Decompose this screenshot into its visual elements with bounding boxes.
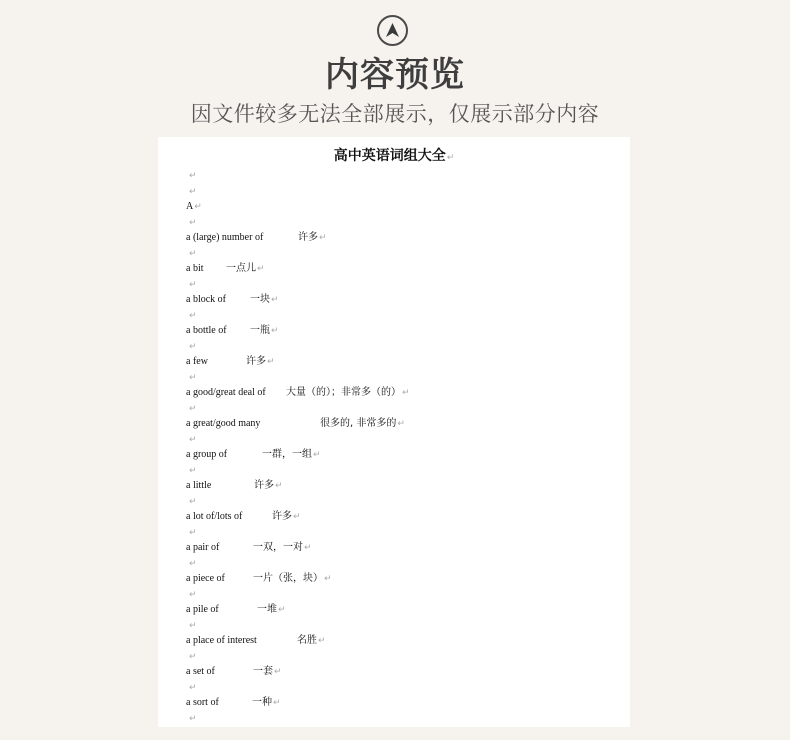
phrase-entry — [186, 261, 616, 277]
phrase-entry — [186, 633, 616, 649]
phrase-english: a sort of — [186, 697, 219, 708]
phrase-english: a pile of — [186, 604, 219, 615]
blank-paragraph-mark: ↵ — [189, 310, 197, 321]
phrase-chinese: 一双，一对↵ — [253, 542, 312, 553]
blank-paragraph-mark: ↵ — [189, 186, 197, 197]
phrase-english: a set of — [186, 666, 215, 677]
phrase-english: a bit — [186, 263, 204, 274]
phrase-chinese: 一堆↵ — [257, 604, 286, 615]
phrase-chinese: 大量（的）；非常多（的）↵ — [286, 387, 410, 398]
phrase-entry — [186, 416, 616, 432]
preview-header — [0, 0, 790, 137]
navigation-arrow-icon — [377, 15, 408, 46]
phrase-entry — [186, 509, 616, 525]
phrase-english: A — [186, 201, 194, 212]
blank-paragraph-mark: ↵ — [189, 279, 197, 290]
phrase-chinese: 一种↵ — [252, 697, 281, 708]
document-page — [158, 137, 630, 727]
blank-paragraph-mark: ↵ — [189, 171, 197, 181]
blank-paragraph-mark: ↵ — [189, 682, 197, 693]
blank-paragraph-mark: ↵ — [189, 713, 197, 724]
phrase-english: a few — [186, 356, 208, 367]
phrase-english: a little — [186, 480, 212, 491]
phrase-english: a group of — [186, 449, 228, 460]
blank-paragraph-mark: ↵ — [189, 558, 197, 569]
phrase-entry — [186, 230, 616, 246]
phrase-entry — [186, 385, 616, 401]
phrase-chinese: 一套↵ — [253, 666, 282, 677]
blank-paragraph-mark: ↵ — [189, 465, 197, 476]
phrase-entry — [186, 354, 616, 370]
phrase-english: a lot of/lots of — [186, 511, 243, 522]
phrase-entry: A↵ — [186, 199, 616, 215]
phrase-chinese: 一片（张，块）↵ — [253, 573, 332, 584]
blank-paragraph-mark: ↵ — [189, 403, 197, 414]
preview-title: 内容预览 — [325, 55, 465, 95]
phrase-chinese: 许多↵ — [298, 232, 327, 243]
phrase-chinese: 很多的, 非常多的↵ — [320, 418, 405, 429]
blank-paragraph-mark: ↵ — [189, 217, 197, 228]
phrase-entry — [186, 323, 616, 339]
phrase-english: a block of — [186, 294, 226, 305]
phrase-chinese: 许多↵ — [246, 356, 275, 367]
phrase-chinese: 一群，一组↵ — [262, 449, 321, 460]
blank-paragraph-mark: ↵ — [189, 248, 197, 259]
document-title: 高中英语词组大全↵ — [333, 148, 455, 164]
phrase-english: a pair of — [186, 542, 220, 553]
preview-subtitle: 因文件较多无法全部展示，仅展示部分内容 — [190, 102, 600, 126]
blank-paragraph-mark: ↵ — [189, 434, 197, 445]
blank-paragraph-mark: ↵ — [189, 651, 197, 662]
blank-paragraph-mark: ↵ — [189, 589, 197, 600]
blank-paragraph-mark: ↵ — [189, 341, 197, 352]
phrase-entry — [186, 664, 616, 680]
phrase-english: a place of interest — [186, 635, 257, 646]
document-lines — [186, 168, 616, 726]
phrase-chinese: 一块↵ — [250, 294, 279, 305]
blank-paragraph-mark: ↵ — [189, 620, 197, 631]
phrase-english: a good/great deal of — [186, 387, 266, 398]
phrase-english: a great/good many — [186, 418, 261, 429]
phrase-chinese: 名胜↵ — [297, 635, 326, 646]
phrase-entry — [186, 292, 616, 308]
phrase-english: a (large) number of — [186, 232, 264, 243]
phrase-chinese: 许多↵ — [272, 511, 301, 522]
blank-paragraph-mark: ↵ — [189, 372, 197, 383]
phrase-chinese: 一点儿↵ — [226, 263, 265, 274]
phrase-entry — [186, 695, 616, 711]
phrase-entry — [186, 602, 616, 618]
blank-paragraph-mark: ↵ — [189, 527, 197, 538]
phrase-english: a piece of — [186, 573, 225, 584]
phrase-entry — [186, 571, 616, 587]
phrase-entry — [186, 540, 616, 556]
phrase-english: a bottle of — [186, 325, 227, 336]
blank-paragraph-mark: ↵ — [189, 496, 197, 507]
phrase-chinese: 许多↵ — [254, 480, 283, 491]
phrase-entry — [186, 447, 616, 463]
phrase-chinese: 一瓶↵ — [250, 325, 279, 336]
phrase-entry — [186, 478, 616, 494]
